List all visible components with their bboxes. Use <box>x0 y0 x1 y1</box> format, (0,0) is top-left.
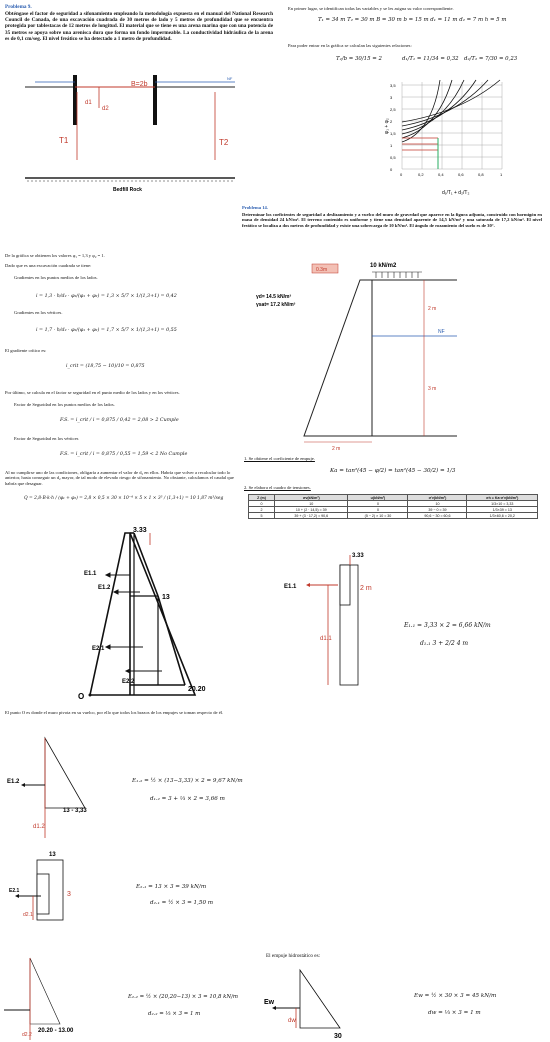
table-header: Z (m) <box>249 495 275 501</box>
upper-height-label: 2 m <box>428 306 437 312</box>
intro-text: En primer lugar, se identifican todas las variables y se les asigna su valor correspondiente. <box>288 6 454 11</box>
gradient-vertex-eq: i = 1,7 · h/d₂ · φ₂/(φ₁ + φ₂) = 1,7 × 5/7 × 1/(1,3+1) = 0,55 <box>36 328 177 333</box>
problem14-title: Problema 14. <box>242 205 268 210</box>
chart-xlabel: d₁/T₁ + d₂/T₂ <box>442 190 470 196</box>
hydrostatic-title: El empuje hidrostático es: <box>266 953 321 959</box>
ew-arrow-label: Ew <box>264 999 275 1006</box>
step1-heading: 1. Se obtiene el coeficiente de empuje. <box>244 456 315 461</box>
e11-force-eq: E₁.₁ = 3,33 × 2 = 6,66 kN/m <box>404 622 491 629</box>
top-width-label: 0.3m <box>316 267 328 273</box>
e12-figure <box>5 728 105 838</box>
e21-top-value: 13 <box>49 852 56 858</box>
final-intro: Por último, se calcula en el factor se seguridad en el punto medio de los lados y en los vértices. <box>5 390 180 395</box>
table-cell: 0 <box>348 507 408 513</box>
gamma-dry-label: γd= 14.5 kN/m³ <box>256 294 292 300</box>
y-tick-7: 3,5 <box>390 83 396 88</box>
bullet-midpoints: Gradientes en los puntos medios de los lados. <box>14 275 98 280</box>
x-tick-3: 0,6 <box>458 172 464 177</box>
e11-figure <box>280 545 390 695</box>
e22-base-value: 20.20 - 13.00 <box>38 1028 74 1034</box>
nf-label: NF <box>227 76 233 81</box>
t1-label: T1 <box>59 136 69 145</box>
gamma-sat-label: γsat= 17.2 kN/m³ <box>256 302 296 308</box>
t2-label: T2 <box>219 138 229 147</box>
lower-height-label: 3 m <box>428 386 437 392</box>
e22-label: E2.2 <box>122 679 135 685</box>
e21-height-label: 3 <box>67 891 71 898</box>
x-tick-4: 0,8 <box>478 172 484 177</box>
bullet-fs-mid: Factor de Seguridad en los puntos medios de los lados. <box>14 402 115 407</box>
e21-arrow-label: E2.1 <box>9 888 20 894</box>
relation-3: d₂/T₂ = 7/30 = 0,23 <box>464 56 518 62</box>
y-tick-1: 0,5 <box>390 155 396 160</box>
hydrostatic-figure <box>262 964 362 1042</box>
e21-arm-eq: d₂.₁ = ½ × 3 = 1,50 m <box>150 900 214 906</box>
bottom-value: 20.20 <box>188 686 206 693</box>
e11-top-value: 3.33 <box>352 553 364 559</box>
y-tick-2: 1 <box>390 143 393 148</box>
table-header: σ'v(kN/m²) <box>408 495 467 501</box>
stress-table <box>248 494 538 519</box>
relation-1: T₂/b = 30/15 = 2 <box>336 56 382 62</box>
mid-value: 13 <box>162 594 170 601</box>
table-cell: 39 + (3 · 17,2) = 90,6 <box>275 513 348 519</box>
rock-label: Bedfill Rock <box>113 187 142 193</box>
e22-arm-eq: d₂.₂ = ⅓ × 3 = 1 m <box>148 1011 201 1017</box>
fs-mid-eq: F.S. = i_crit / i = 0,875 / 0,42 = 2,08 > 2 Cumple <box>60 418 179 423</box>
table-cell: 1/3×60,6 = 20,2 <box>467 513 538 519</box>
earth-pressure-diagram <box>30 525 220 705</box>
y-tick-5: 2,5 <box>390 107 396 112</box>
e12-label: E1.2 <box>98 585 111 591</box>
graph-values: De la gráfica se obtienen los valores φ₁ = 1,3 y φ₂ = 1. <box>5 253 105 258</box>
variables-line: T₁ = 34 m T₂ = 30 m B = 30 m b = 15 m d₁ = 11 m d₂ = 7 m h = 5 m <box>318 17 507 23</box>
e12-base-value: 13 - 3,33 <box>63 808 87 814</box>
ew-base-value: 30 <box>334 1033 342 1040</box>
y-tick-0: 0 <box>390 167 393 172</box>
d2-label: d2 <box>102 106 109 112</box>
e11-arm-label: d1.1 <box>320 636 332 642</box>
table-cell: 0 <box>348 501 408 507</box>
table-header: u(kN/m²) <box>348 495 408 501</box>
bullet-vertices: Gradientes en los vértices. <box>14 310 63 315</box>
e21-label: E2.1 <box>92 646 105 652</box>
discharge-eq: Q = 2,8·B·k·h / (φ₁ + φ₂) = 2,8 × 0,5 × 30 × 10⁻⁴ × 5 × 1 × 3⁵ / (1,3+1) = 10 1,87 m³/seg <box>24 496 224 501</box>
problem14-statement: Determinar los coeficientes de seguridad a deslizamiento y a vuelco del muro de gravedad que aparece en la figura adjunta, construido con hormigón en masa de densidad 24 kN/m³. El terreno contenido es uniforme y tiene una densidad aparente de 14,5 kN/m³ y una saturada de 17,2 kN/m³. El nivel freático se localiza a dos metros de profundidad y existe una sobrecarga de 10 kN/m². El ángulo de rozamiento del suelo es de 30°. <box>242 212 542 228</box>
table-cell: 0 <box>249 501 275 507</box>
ew-force-eq: Ew = ½ × 30 × 3 = 45 kN/m <box>414 993 497 999</box>
y-tick-4: 2 <box>390 119 393 124</box>
design-chart <box>380 72 525 202</box>
e22-arm-label: d2.2 <box>22 1032 32 1038</box>
base-width-label: 2 m <box>332 446 341 452</box>
table-cell: 1/3×10 = 3,33 <box>467 501 538 507</box>
e11-arrow-label: E1.1 <box>284 584 297 590</box>
gravity-wall-figure <box>242 258 542 458</box>
table-cell: 2 <box>249 507 275 513</box>
table-cell: (5 − 2) × 10 = 30 <box>348 513 408 519</box>
e12-force-eq: E₁.₂ = ½ × (13−3,33) × 2 = 9,67 kN/m <box>132 778 243 784</box>
e12-arrow-label: E1.2 <box>7 779 20 785</box>
x-tick-5: 1 <box>500 172 503 177</box>
origin-label: O <box>78 692 85 701</box>
x-tick-2: 0,4 <box>438 172 444 177</box>
case-text: Dado que es una excavación cuadrada se tiene: <box>5 263 92 268</box>
problem9-title: Problema 9. <box>5 4 32 10</box>
d1-label: d1 <box>85 100 92 106</box>
table-cell: 90,6 − 30 = 60,6 <box>408 513 467 519</box>
e21-figure <box>5 844 105 934</box>
e11-height-label: 2 m <box>360 585 372 592</box>
step2-heading: 2. Se elabora el cuadro de tensiones. <box>244 485 311 490</box>
problem9-excavation-figure <box>5 70 273 205</box>
fs-vertex-eq: F.S. = i_crit / i = 0,875 / 0,55 = 1,59 < 2 No Cumple <box>60 452 188 457</box>
x-tick-1: 0,2 <box>418 172 424 177</box>
critical-intro: El gradiente crítico es: <box>5 348 47 353</box>
bullet-fs-vertex: Factor de Seguridad en los vértices <box>14 436 79 441</box>
ka-equation: Ka = tan²(45 − φ/2) = tan²(45 − 30/2) = 1/3 <box>330 468 456 474</box>
table-cell: 1/3×39 = 13 <box>467 507 538 513</box>
e21-force-eq: E₂.₁ = 13 × 3 = 39 kN/m <box>136 884 207 890</box>
e11-arm-eq: d₁.₁ 3 + 2/2 4 m <box>420 640 469 647</box>
e22-figure <box>0 952 100 1040</box>
table-cell: 5 <box>249 513 275 519</box>
e21-arm-label: d2.1 <box>23 912 33 918</box>
b2-label: B=2b <box>131 81 148 88</box>
surcharge-label: 10 kN/m2 <box>370 263 397 269</box>
relations-intro: Para poder entrar en la gráfica se calculan las siguientes relaciones: <box>288 43 412 48</box>
table-header: σh = Ka·σ'v(kN/m²) <box>467 495 538 501</box>
x-tick-0: 0 <box>400 172 403 177</box>
top-value: 3.33 <box>133 527 147 534</box>
y-tick-6: 3 <box>390 95 393 100</box>
e12-arm-eq: d₁.₂ = 3 + ⅓ × 2 = 3,66 m <box>150 796 225 802</box>
chart-ylabel: φ₁ + φ₂ <box>384 118 390 134</box>
e12-arm-label: d1.2 <box>33 824 45 830</box>
y-tick-3: 1,5 <box>390 131 396 136</box>
critical-gradient-eq: i_crit = (18,75 − 10)/10 = 0,875 <box>66 364 145 369</box>
discharge-note: Al no cumplirse uno de las condiciones, obligaría a aumentar el valor de d₂ en ellos. Habría que volver a recalcular todo lo anterior, hasta conseguir un d₂ mayor, de tal modo de elevado riesgo de sifonamiento. No obstante, calculamos el caudal que habría que desaguar. <box>5 470 234 486</box>
gradient-mid-eq: i = 1,3 · h/d₂ · φ₂/(φ₁ + φ₂) = 1,3 × 5/7 × 1/(1,3+1) = 0,42 <box>36 294 177 299</box>
e22-force-eq: E₂.₂ = ½ × (20,20−13) × 3 = 10,8 kN/m <box>128 994 239 1000</box>
wt-label: NF <box>438 329 445 335</box>
table-cell: 39 − 0 = 39 <box>408 507 467 513</box>
table-cell: 10 <box>408 501 467 507</box>
pivot-note: El punto O es donde el muro pivota en su vuelco, por ello que todos los brazos de los empujes se toman respecto de él. <box>5 710 224 715</box>
ew-arm-label: dw <box>288 1018 296 1024</box>
e11-label: E1.1 <box>84 571 97 577</box>
table-header: σv(kN/m²) <box>275 495 348 501</box>
table-row <box>249 513 538 519</box>
ew-arm-eq: dw = ⅓ × 3 = 1 m <box>428 1010 481 1016</box>
table-cell: 10 + (2 · 14,5) = 39 <box>275 507 348 513</box>
table-cell: 10 <box>275 501 348 507</box>
relation-2: d₁/T₁ = 11/34 = 0,32 <box>402 56 459 62</box>
problem9-statement: Obténgase el factor de seguridad a sifonamiento empleando la metodología expuesta en el manual del National Research Council de Canada, de una excavación cuadrada de 30 metros de lado y 5 metros de profundidad que se encuentra protegida por tablestacas de 12 metros de longitud. El material que se tiene es una arena marina que con una potencia de 35 metros se apoya sobre una arenisca dura que forma un fondo impermeable. La conductividad hidráulica de la arena es de 0,1 cm/seg. El nivel freático se ha detectado a 1 metro de profundidad. <box>5 11 273 42</box>
